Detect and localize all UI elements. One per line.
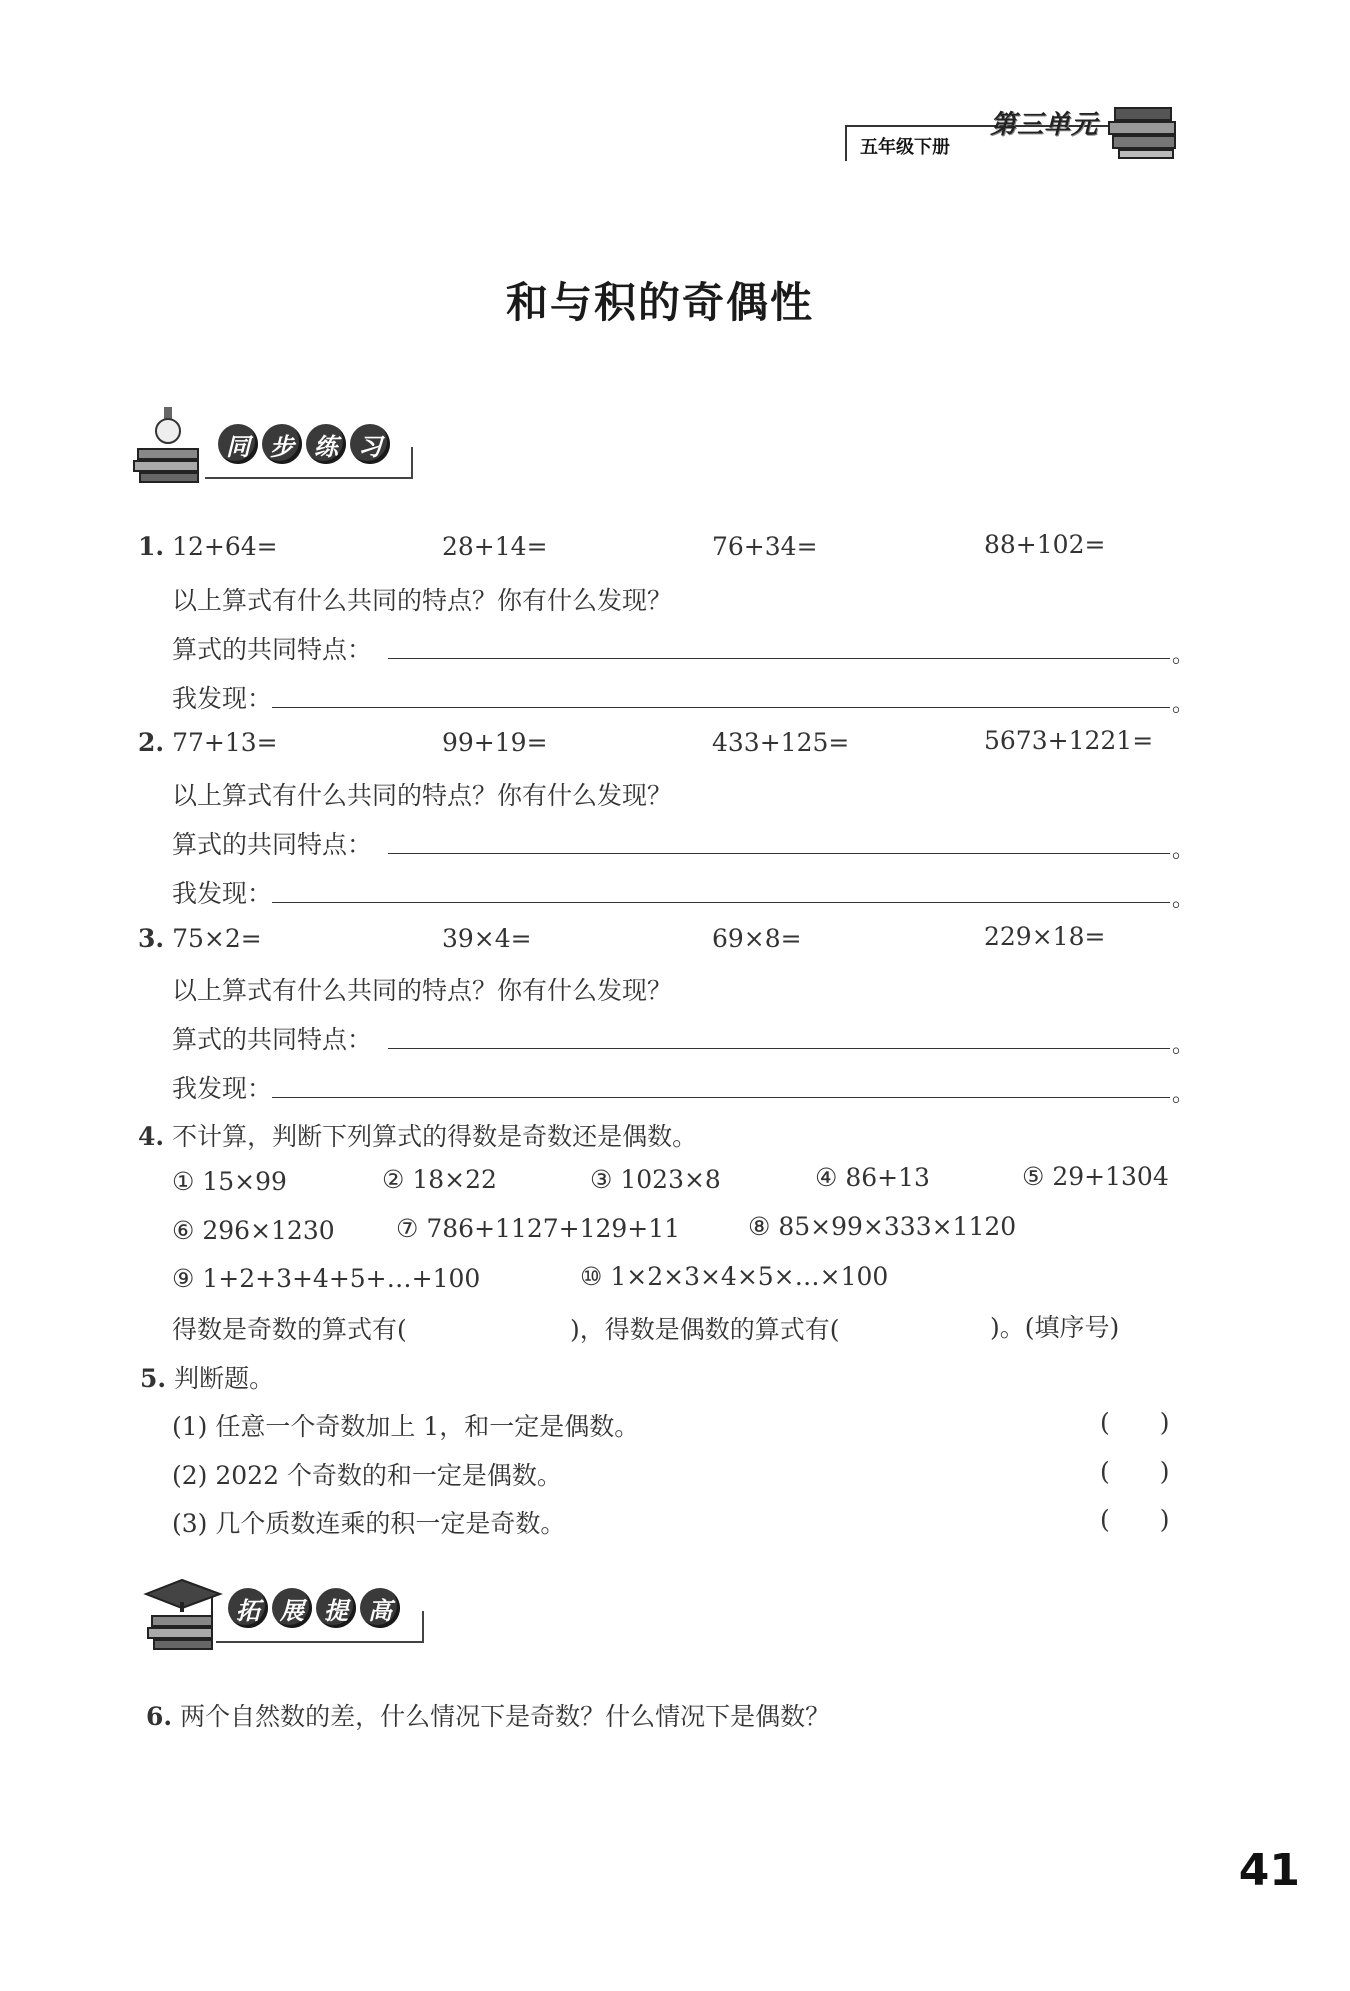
q5-item: (1) 任意一个奇数加上 1，和一定是偶数。 [172, 1412, 640, 1441]
page-title: 和与积的奇偶性 [505, 278, 814, 327]
q4-answer-end: )。(填序号) [990, 1313, 1120, 1342]
prompt-text: 以上算式有什么共同的特点？你有什么发现？ [172, 586, 673, 615]
q4-answer-even-label: )，得数是偶数的算式有( [570, 1315, 840, 1344]
period: 。 [1172, 692, 1195, 717]
q5-item: (2) 2022 个奇数的和一定是偶数。 [172, 1461, 562, 1490]
period: 。 [1172, 838, 1195, 863]
expression: 5673+1221= [984, 726, 1154, 755]
period: 。 [1172, 1033, 1195, 1058]
answer-line[interactable] [388, 658, 1170, 659]
graduation-books-icon [142, 1572, 224, 1654]
find-label: 我发现： [172, 879, 273, 908]
expression: 69×8= [712, 924, 802, 953]
question-text: 判断题。 [174, 1364, 275, 1393]
badge-char: 同 [218, 424, 258, 464]
q4-item: ③ 1023×8 [590, 1165, 721, 1194]
judge-bracket[interactable]: ( ) [1100, 1457, 1170, 1486]
period: 。 [1172, 887, 1195, 912]
section-tick [411, 447, 413, 479]
section-sync-badge [218, 424, 390, 464]
judge-bracket[interactable]: ( ) [1100, 1505, 1170, 1534]
section-underline [205, 477, 413, 479]
section-extend-badge [228, 1588, 400, 1628]
period: 。 [1172, 643, 1195, 668]
q3-row [138, 924, 262, 953]
q6-row [146, 1697, 830, 1733]
question-number: 5. [140, 1364, 167, 1393]
section-underline [216, 1641, 424, 1643]
question-text: 两个自然数的差，什么情况下是奇数？什么情况下是偶数？ [180, 1702, 831, 1731]
question-number: 4. [138, 1122, 165, 1151]
unit-label: 第三单元 [990, 110, 1099, 140]
feature-label: 算式的共同特点： [172, 635, 373, 664]
feature-label: 算式的共同特点： [172, 830, 373, 859]
expression: 76+34= [712, 532, 818, 561]
q4-item: ⑤ 29+1304 [1022, 1162, 1169, 1191]
badge-char: 拓 [228, 1588, 268, 1628]
q4-item: ⑥ 296×1230 [172, 1216, 335, 1245]
question-number: 1. [138, 532, 165, 561]
answer-line[interactable] [272, 1097, 1170, 1098]
feature-label: 算式的共同特点： [172, 1025, 373, 1054]
section-tick [422, 1611, 424, 1643]
q4-item: ⑧ 85×99×333×1120 [748, 1212, 1017, 1241]
expression: 12+64= [172, 532, 278, 561]
badge-char: 练 [306, 424, 346, 464]
q2-row [138, 728, 278, 757]
q4-item: ⑩ 1×2×3×4×5×…×100 [580, 1262, 889, 1291]
judge-bracket[interactable]: ( ) [1100, 1408, 1170, 1437]
expression: 77+13= [172, 728, 278, 757]
q5-item: (3) 几个质数连乘的积一定是奇数。 [172, 1509, 566, 1538]
expression: 433+125= [712, 728, 850, 757]
q4-answer-odd-label: 得数是奇数的算式有( [172, 1315, 407, 1344]
expression: 39×4= [442, 924, 532, 953]
expression: 75×2= [172, 924, 262, 953]
period: 。 [1172, 1082, 1195, 1107]
question-number: 2. [138, 728, 165, 757]
q4-item: ⑨ 1+2+3+4+5+…+100 [172, 1264, 481, 1293]
find-label: 我发现： [172, 684, 273, 713]
q4-item: ② 18×22 [382, 1165, 497, 1194]
prompt-text: 以上算式有什么共同的特点？你有什么发现？ [172, 976, 673, 1005]
answer-line[interactable] [388, 853, 1170, 854]
expression: 229×18= [984, 922, 1106, 951]
q5-heading [140, 1359, 274, 1395]
badge-char: 提 [316, 1588, 356, 1628]
page-number: 41 [1238, 1845, 1300, 1896]
prompt-text: 以上算式有什么共同的特点？你有什么发现？ [172, 781, 673, 810]
q4-item: ① 15×99 [172, 1167, 287, 1196]
q1-row [138, 532, 278, 561]
q4-item: ④ 86+13 [815, 1163, 930, 1192]
badge-char: 习 [350, 424, 390, 464]
q4-heading [138, 1117, 697, 1153]
answer-line[interactable] [388, 1048, 1170, 1049]
grade-label: 五年级下册 [860, 137, 950, 158]
books-lamp-icon [132, 405, 207, 485]
answer-line[interactable] [272, 902, 1170, 903]
badge-char: 步 [262, 424, 302, 464]
expression: 99+19= [442, 728, 548, 757]
question-number: 3. [138, 924, 165, 953]
expression: 28+14= [442, 532, 548, 561]
question-number: 6. [146, 1702, 173, 1731]
expression: 88+102= [984, 530, 1106, 559]
question-text: 不计算，判断下列算式的得数是奇数还是偶数。 [172, 1122, 698, 1151]
q4-item: ⑦ 786+1127+129+11 [396, 1214, 681, 1243]
answer-line[interactable] [272, 707, 1170, 708]
badge-char: 展 [272, 1588, 312, 1628]
badge-char: 高 [360, 1588, 400, 1628]
find-label: 我发现： [172, 1074, 273, 1103]
books-icon [1105, 96, 1185, 166]
